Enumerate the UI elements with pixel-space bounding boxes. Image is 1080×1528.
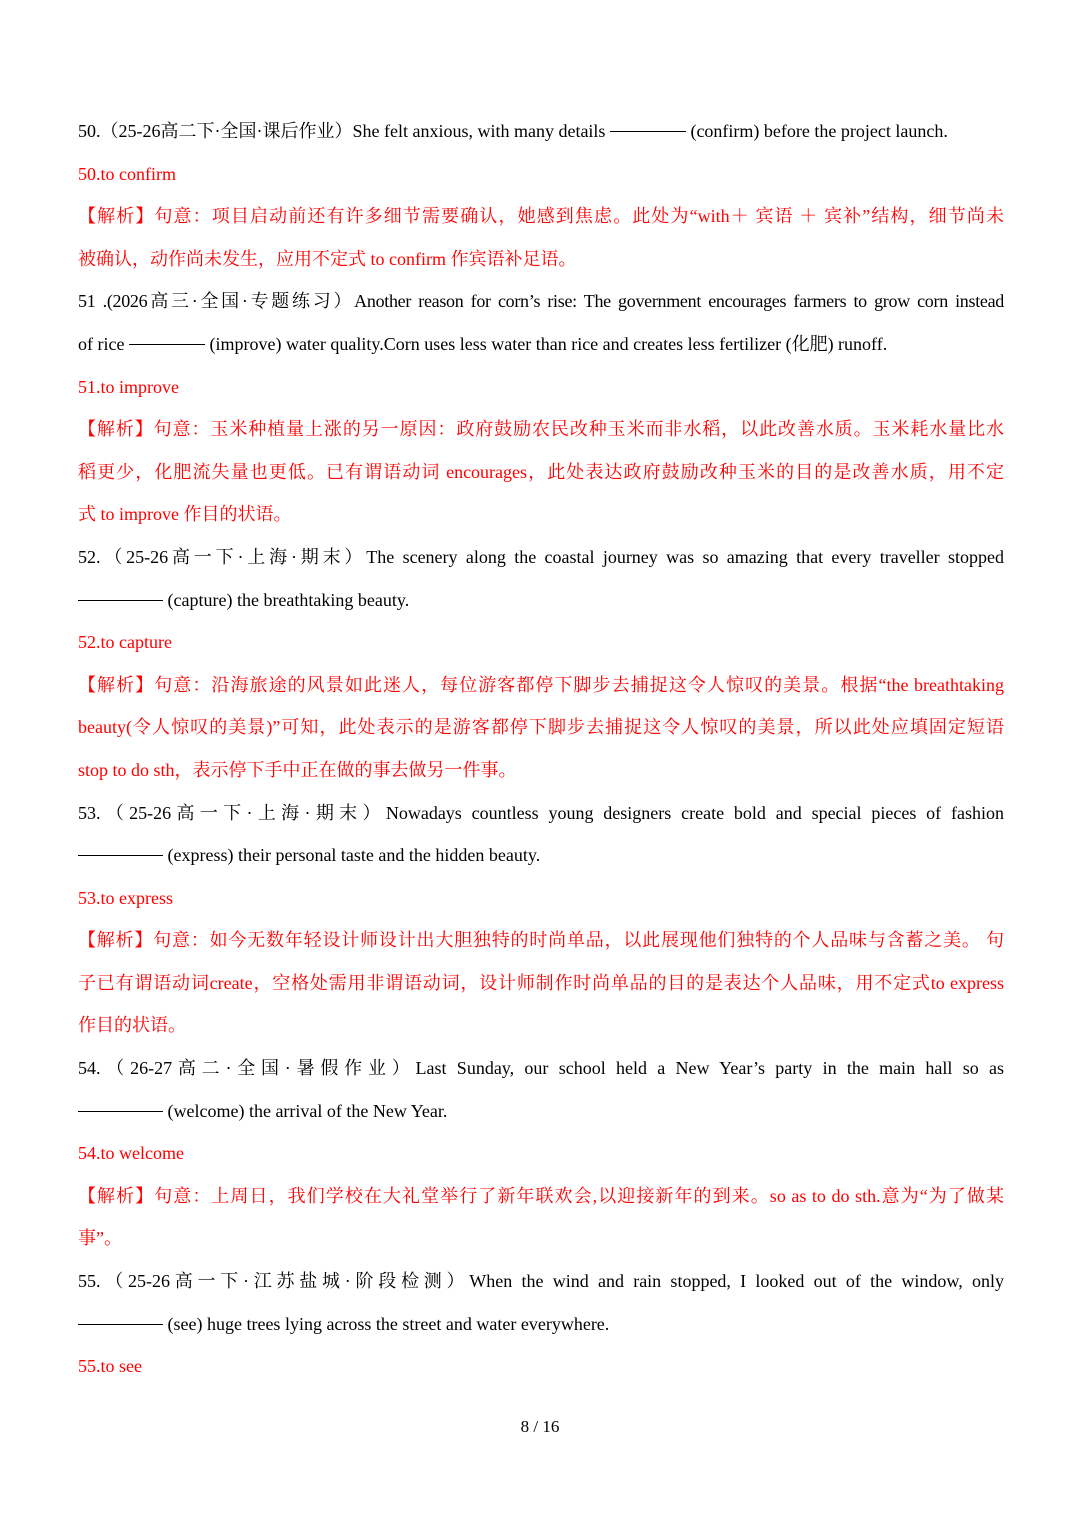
question-line: of rice (improve) water quality.Corn uses less water than rice and creates less fertilizer (化肥) runoff. bbox=[78, 333, 888, 354]
answer-blank bbox=[78, 1110, 163, 1112]
question-line: (express) their personal taste and the hidden beauty. bbox=[78, 834, 1004, 877]
analysis-line: stop to do sth，表示停下手中正在做的事去做另一件事。 bbox=[78, 759, 517, 780]
answer-blank bbox=[78, 599, 163, 601]
question-line: 54.（26-27高二·全国·暑假作业）Last Sunday, our school held a New Year’s party in the main hall so as bbox=[78, 1058, 1004, 1079]
analysis-line: 【解析】句意：上周日，我们学校在大礼堂举行了新年联欢会,以迎接新年的到来。so as to do sth.意为“为了做某 bbox=[78, 1185, 1004, 1206]
question-item bbox=[78, 1047, 1004, 1260]
question-item bbox=[78, 792, 1004, 1048]
answer-line: 51.to improve bbox=[78, 376, 179, 397]
answer-line: 53.to express bbox=[78, 887, 173, 908]
question-line: 55.（25-26高一下·江苏盐城·阶段检测）When the wind and rain stopped, I looked out of the window, only bbox=[78, 1271, 1004, 1292]
question-line: (welcome) the arrival of the New Year. bbox=[78, 1090, 1004, 1133]
question-line: 51 .(2026高三·全国·专题练习）Another reason for corn’s rise: The government encourages farmers to grow corn instead bbox=[78, 291, 1004, 312]
answer-blank bbox=[129, 343, 205, 345]
analysis-line: 子已有谓语动词create，空格处需用非谓语动词，设计师制作时尚单品的目的是表达个人品味，用不定式to express bbox=[78, 972, 1004, 993]
question-line: 52.（25-26高一下·上海·期末）The scenery along the coastal journey was so amazing that every traveller stopped bbox=[78, 546, 1004, 567]
question-item bbox=[78, 110, 1004, 280]
analysis-line: beauty(令人惊叹的美景)”可知，此处表示的是游客都停下脚步去捕捉这令人惊叹的美景，所以此处应填固定短语 bbox=[78, 717, 1004, 738]
analysis-line: 【解析】句意：项目启动前还有许多细节需要确认，她感到焦虑。此处为“with＋ 宾语 ＋ 宾补”结构，细节尚未 bbox=[78, 206, 1004, 227]
question-line: (see) huge trees lying across the street and water everywhere. bbox=[78, 1303, 1004, 1346]
page-number: 8 / 16 bbox=[520, 1417, 560, 1436]
question-line: (capture) the breathtaking beauty. bbox=[78, 579, 1004, 622]
analysis-line: 作目的状语。 bbox=[78, 1015, 186, 1036]
question-line: 53.（25-26高一下·上海·期末）Nowadays countless young designers create bold and special pieces of fashion bbox=[78, 802, 1004, 823]
analysis-line: 【解析】句意：玉米种植量上涨的另一原因：政府鼓励农民改种玉米而非水稻，以此改善水质。玉米耗水量比水 bbox=[78, 419, 1004, 440]
analysis-line: 式 to improve 作目的状语。 bbox=[78, 504, 292, 525]
question-item bbox=[78, 280, 1004, 536]
answer-blank bbox=[610, 130, 686, 132]
question-item bbox=[78, 536, 1004, 792]
answer-line: 55.to see bbox=[78, 1356, 142, 1377]
answer-line: 54.to welcome bbox=[78, 1143, 184, 1164]
answer-line: 52.to capture bbox=[78, 632, 172, 653]
analysis-line: 【解析】句意：如今无数年轻设计师设计出大胆独特的时尚单品，以此展现他们独特的个人品味与含蓄之美。 句 bbox=[78, 930, 1004, 951]
question-item bbox=[78, 1260, 1004, 1388]
analysis-line: 被确认，动作尚未发生，应用不定式 to confirm 作宾语补足语。 bbox=[78, 248, 577, 269]
analysis-line: 【解析】句意：沿海旅途的风景如此迷人，每位游客都停下脚步去捕捉这令人惊叹的美景。根据“the breathtaking bbox=[78, 674, 1004, 695]
question-line: 50.（25-26高二下·全国·课后作业）She felt anxious, with many details (confirm) before the project launch. bbox=[78, 121, 948, 141]
analysis-line: 稻更少，化肥流失量也更低。已有谓语动词 encourages，此处表达政府鼓励改种玉米的目的是改善水质，用不定 bbox=[78, 461, 1004, 482]
answer-blank bbox=[78, 854, 163, 856]
answer-blank bbox=[78, 1323, 163, 1325]
document-body bbox=[78, 110, 1004, 1388]
analysis-line: 事”。 bbox=[78, 1228, 122, 1249]
answer-line: 50.to confirm bbox=[78, 163, 176, 184]
